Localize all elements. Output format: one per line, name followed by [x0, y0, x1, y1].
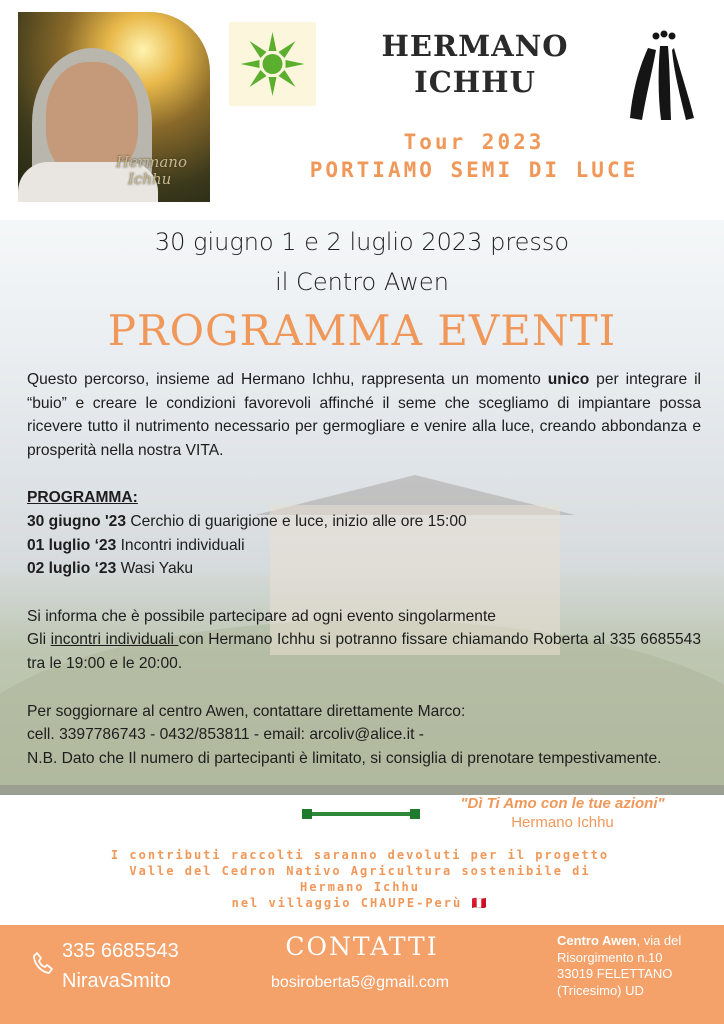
- info-line1: Si informa che è possibile partecipare ad ogni evento singolarmente: [27, 607, 496, 625]
- quote-divider: [302, 812, 418, 816]
- intro-paragraph: [27, 368, 701, 462]
- programma-heading: [27, 486, 701, 510]
- stay-line3: N.B. Dato che Il numero di partecipanti è limitato, si consiglia di prenotare tempestivamente.: [27, 749, 662, 767]
- quote-divider-dot-left: [302, 809, 312, 819]
- address-line1: [557, 933, 717, 950]
- programma-item-text: Wasi Yaku: [116, 560, 194, 578]
- footer-address: [557, 933, 717, 999]
- portrait-caption: [116, 154, 187, 188]
- portrait-caption-line2: Ichhu: [128, 170, 172, 188]
- footer-phone[interactable]: 335 6685543: [62, 940, 179, 962]
- intro-text-start: Questo percorso, insieme ad Hermano Ichhu, rappresenta un momento: [27, 371, 548, 388]
- contrib-line1: I contributi raccolti saranno devoluti per il progetto: [110, 848, 610, 862]
- info-line2-end: con Hermano Ichhu si potranno fissare chiamando Roberta al 335 6685543 tra le 19:00 e le 20:00.: [27, 631, 702, 672]
- portrait-caption-line1: Hermano: [116, 153, 187, 171]
- phone-icon: [32, 951, 54, 975]
- intro-text-end: per integrare il “buio” e creare le condizioni favorevoli affinché il seme che scegliamo di impiantare possa ricevere tutto il nutrimento necessario per germogliare e venire alla luce, creando abbondanza e prosperità nella nostra VITA.: [27, 371, 702, 459]
- event-dates: [0, 222, 724, 302]
- quote-divider-dot-right: [410, 809, 420, 819]
- info-line2: [27, 628, 701, 675]
- info-line2-start: Gli: [27, 631, 51, 649]
- contacts-title: CONTATTI: [285, 932, 439, 961]
- tour-line2: PORTIAMO SEMI DI LUCE: [309, 158, 639, 182]
- sun-icon: [229, 22, 316, 106]
- hands-logo-icon: [628, 30, 700, 122]
- portrait-photo: [18, 12, 210, 202]
- tour-line1: Tour 2023: [403, 130, 545, 154]
- footer-email[interactable]: bosiroberta5@gmail.com: [270, 974, 450, 991]
- title-line1: HERMANO: [381, 29, 569, 63]
- tour-heading: [240, 128, 708, 184]
- programma-item-text: Cerchio di guarigione e luce, inizio alle ore 15:00: [126, 512, 467, 530]
- address-line3: 33019 FELETTANO: [557, 966, 673, 981]
- title-line2: ICHHU: [414, 65, 536, 99]
- address-line2: Risorgimento n.10: [557, 949, 663, 965]
- address-name: Centro Awen: [557, 933, 637, 948]
- footer-phone-block: [62, 936, 179, 996]
- sun-logo: [229, 22, 316, 106]
- dates-line2: il Centro Awen: [275, 268, 449, 296]
- body-text: [27, 368, 701, 770]
- contrib-line4: nel villaggio CHAUPE-Perù 🇵🇪: [231, 896, 489, 910]
- program-title: PROGRAMMA EVENTI: [107, 306, 617, 355]
- contrib-line2: Valle del Cedron Nativo Agricultura sostenibile di: [129, 864, 591, 878]
- main-title: [340, 28, 610, 100]
- dates-line1: 30 giugno 1 e 2 luglio 2023 presso: [154, 228, 570, 256]
- programma-item: [27, 557, 701, 581]
- programma-item: [27, 510, 701, 534]
- stay-line1: Per soggiornare al centro Awen, contattare direttamente Marco:: [27, 702, 466, 720]
- footer-handle: NiravaSmito: [62, 970, 171, 992]
- programma-item-date: 30 giugno '23: [27, 512, 127, 530]
- programma-item-date: 01 luglio ‘23: [27, 536, 117, 554]
- hands-logo: [628, 30, 700, 122]
- stay-line2: cell. 3397786743 - 0432/853811 - email: arcoliv@alice.it -: [27, 726, 424, 744]
- info-line2-underlined: incontri individuali: [50, 631, 179, 649]
- address-line1-rest: , via del: [636, 933, 682, 948]
- quote-text: "Dì Ti Amo con le tue azioni": [460, 795, 665, 812]
- programma-heading-text: PROGRAMMA:: [27, 489, 138, 507]
- programma-item-text: Incontri individuali: [116, 536, 245, 554]
- intro-bold-word: unico: [547, 371, 590, 388]
- address-line4: (Tricesimo) UD: [557, 982, 644, 998]
- programma-item: [27, 534, 701, 558]
- contrib-line3: Hermano Ichhu: [300, 880, 420, 894]
- contributions-note: [90, 847, 630, 911]
- programma-item-date: 02 luglio ‘23: [27, 560, 117, 578]
- quote-author: Hermano Ichhu: [511, 814, 614, 831]
